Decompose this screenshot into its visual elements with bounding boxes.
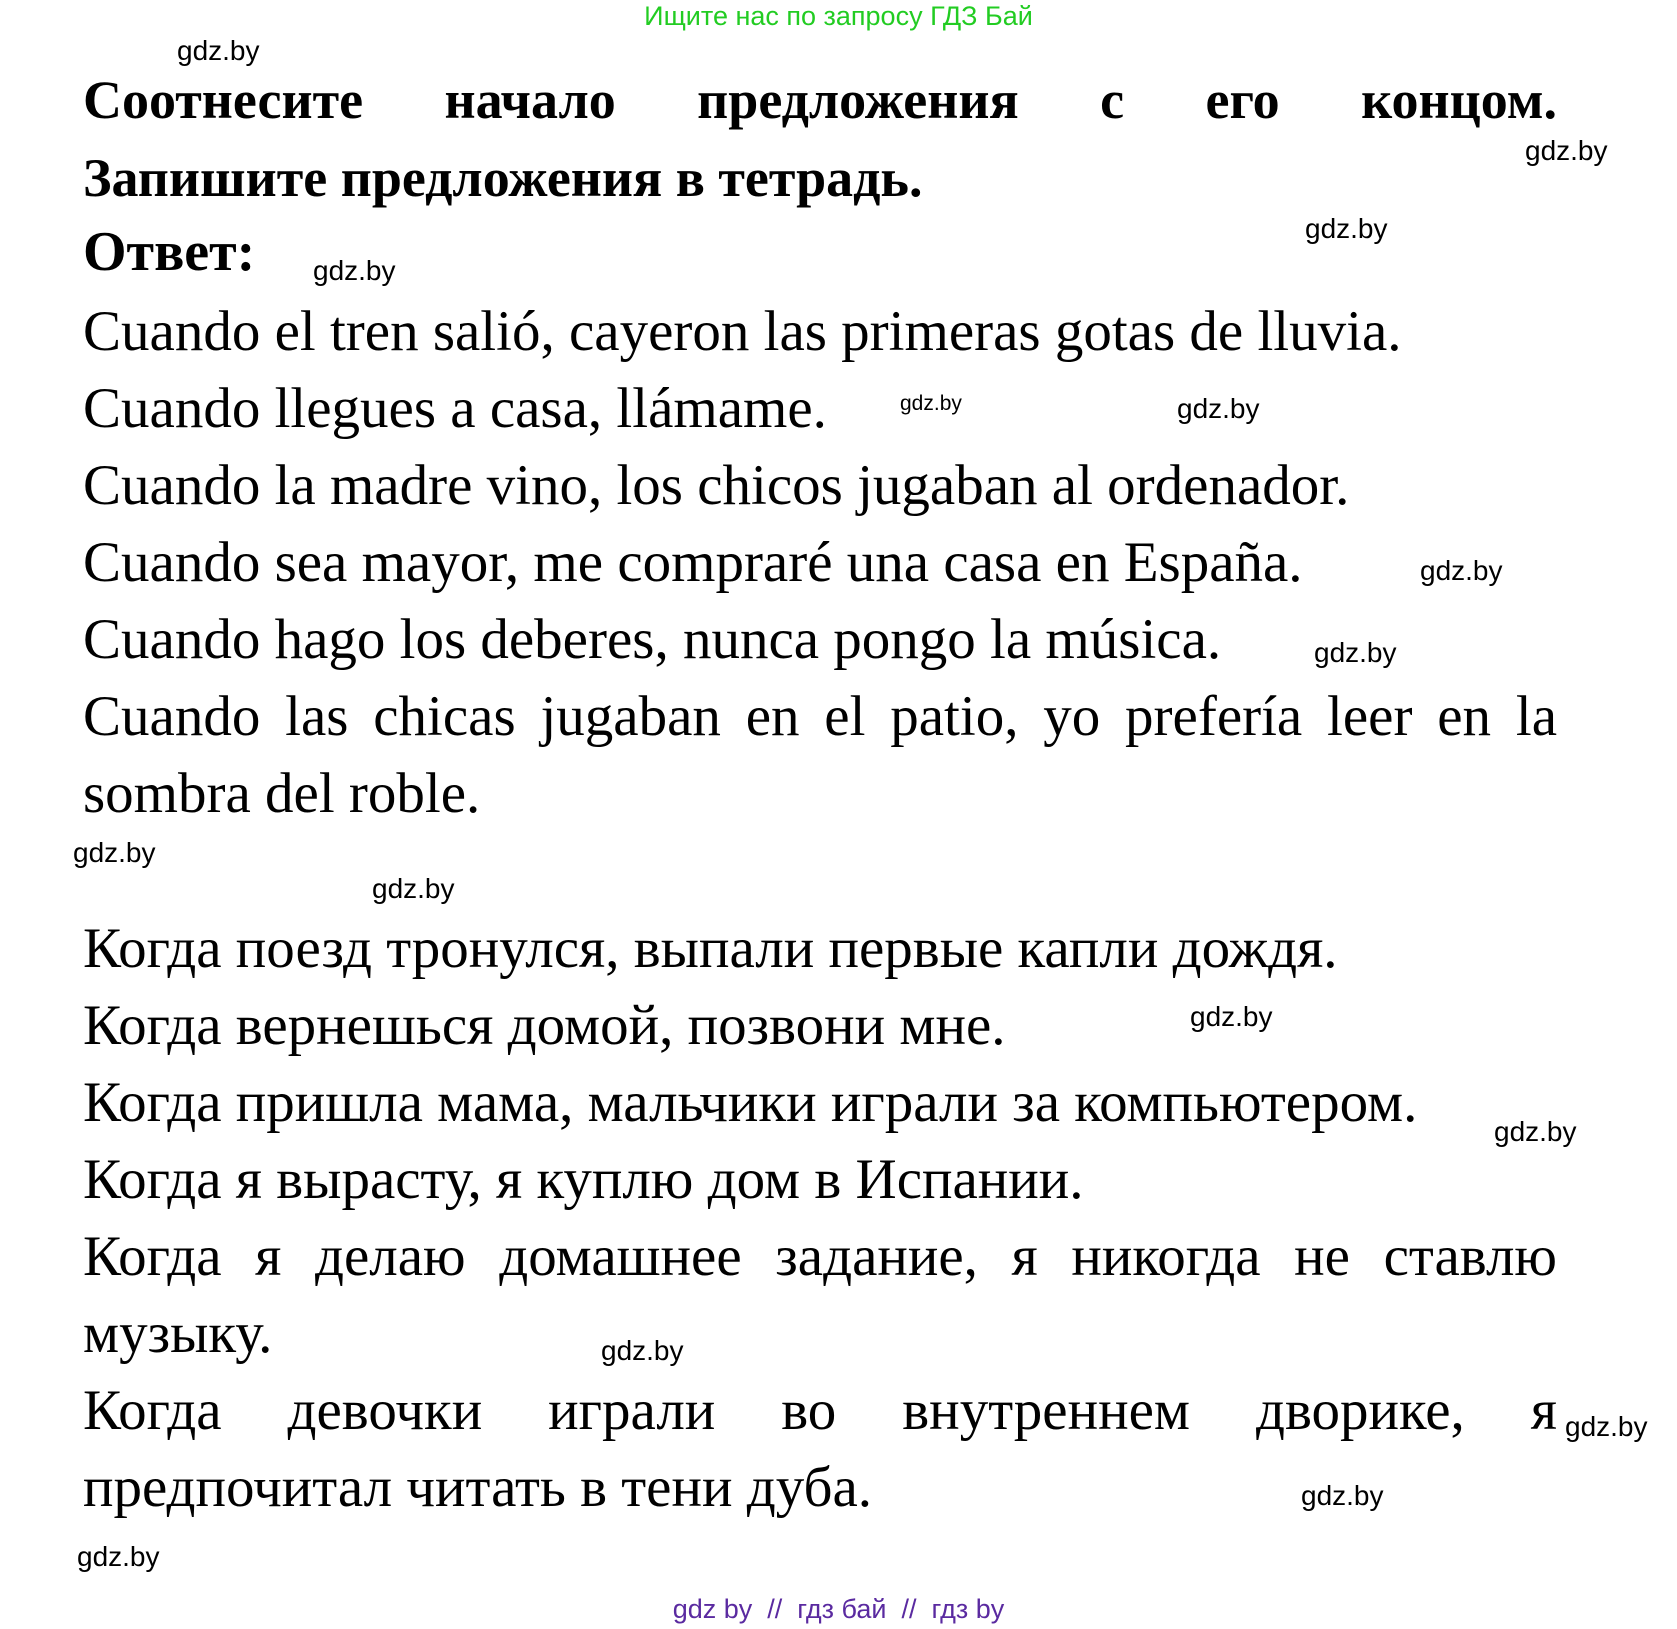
watermark: gdz.by	[77, 1541, 160, 1572]
watermark: gdz.by	[1525, 135, 1608, 166]
spanish-sentence: sombra del roble.	[83, 762, 481, 825]
search-hint-header: Ищите нас по запросу ГДЗ Бай	[644, 1, 1033, 31]
spanish-sentence: Cuando sea mayor, me compraré una casa en España.	[83, 531, 1303, 594]
russian-sentence: Когда вернешься домой, позвони мне.	[83, 994, 1006, 1057]
watermark: gdz.by	[1305, 213, 1388, 244]
watermark: gdz.by	[313, 255, 396, 286]
watermark: gdz.by	[1565, 1411, 1648, 1442]
russian-sentence: Когда я делаю домашнее задание, я никогда не ставлю	[83, 1225, 1557, 1288]
watermark: gdz.by	[177, 35, 260, 66]
task-title-line-2: Запишите предложения в тетрадь.	[83, 148, 923, 208]
watermark: gdz.by	[73, 837, 156, 868]
watermark: gdz.by	[1494, 1116, 1577, 1147]
watermark: gdz.by	[372, 873, 455, 904]
russian-sentence: Когда пришла мама, мальчики играли за компьютером.	[83, 1071, 1418, 1134]
russian-sentence: Когда поезд тронулся, выпали первые капли дождя.	[83, 917, 1338, 980]
watermark: gdz.by	[1301, 1480, 1384, 1511]
russian-sentence: Когда я вырасту, я куплю дом в Испании.	[83, 1148, 1084, 1211]
task-title-line-1: Соотнесите начало предложения с его концом.	[83, 70, 1557, 130]
watermark: gdz.by	[1190, 1001, 1273, 1032]
spanish-sentence: Cuando las chicas jugaban en el patio, yo prefería leer en la	[83, 685, 1557, 748]
spanish-sentence: Cuando hago los deberes, nunca pongo la música.	[83, 608, 1222, 671]
watermark: gdz.by	[1177, 393, 1260, 424]
spanish-sentence: Cuando la madre vino, los chicos jugaban al ordenador.	[83, 454, 1350, 517]
watermark: gdz.by	[1420, 555, 1503, 586]
answer-label: Ответ:	[83, 221, 256, 283]
russian-sentence: предпочитал читать в тени дуба.	[83, 1456, 873, 1519]
spanish-sentence: Cuando el tren salió, cayeron las primeras gotas de lluvia.	[83, 300, 1402, 363]
watermark: gdz.by	[900, 392, 962, 415]
russian-sentence: Когда девочки играли во внутреннем дворике, я	[83, 1379, 1557, 1442]
watermark: gdz.by	[601, 1335, 684, 1366]
spanish-sentence: Cuando llegues a casa, llámame.	[83, 377, 827, 440]
watermark: gdz.by	[1314, 637, 1397, 668]
russian-sentence: музыку.	[83, 1302, 273, 1365]
footer-links: gdz by // гдз бай // гдз by	[672, 1594, 1005, 1624]
